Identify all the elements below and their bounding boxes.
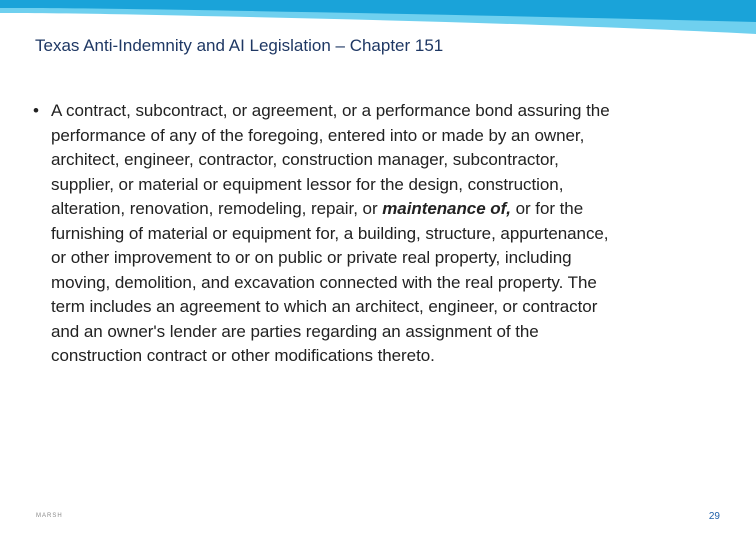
paragraph-line-emphasis: [51, 197, 733, 222]
bullet-item: [33, 99, 733, 369]
bullet-marker: •: [33, 101, 39, 120]
paragraph-line: or other improvement to or on public or private real property, including: [51, 248, 572, 267]
top-decorative-band: [0, 0, 756, 36]
paragraph-line: and an owner's lender are parties regarding an assignment of the: [51, 321, 539, 341]
paragraph-line: construction contract or other modifications thereto.: [51, 346, 435, 365]
paragraph-line: furnishing of material or equipment for, a building, structure, appurtenance,: [51, 223, 609, 243]
slide-title: Texas Anti-Indemnity and AI Legislation – Chapter 151: [35, 36, 444, 55]
paragraph-line: supplier, or material or equipment lessor for the design, construction,: [51, 174, 564, 194]
paragraph-line: architect, engineer, contractor, construction manager, subcontractor,: [51, 150, 559, 169]
paragraph-line-text: alteration, renovation, remodeling, repair, or: [51, 199, 383, 218]
bullet-paragraph: [51, 99, 733, 369]
paragraph-line: A contract, subcontract, or agreement, or a performance bond assuring the: [51, 101, 610, 120]
paragraph-line-text: or for the: [510, 199, 584, 218]
paragraph-line: moving, demolition, and excavation connected with the real property. The: [51, 272, 597, 292]
marsh-logo: MARSH: [36, 513, 63, 519]
page-number: 29: [708, 511, 720, 522]
body-text: [33, 99, 733, 369]
emphasized-text: maintenance of,: [382, 199, 511, 218]
paragraph-line: performance of any of the foregoing, entered into or made by an owner,: [51, 125, 585, 145]
paragraph-line: term includes an agreement to which an architect, engineer, or contractor: [51, 297, 598, 316]
